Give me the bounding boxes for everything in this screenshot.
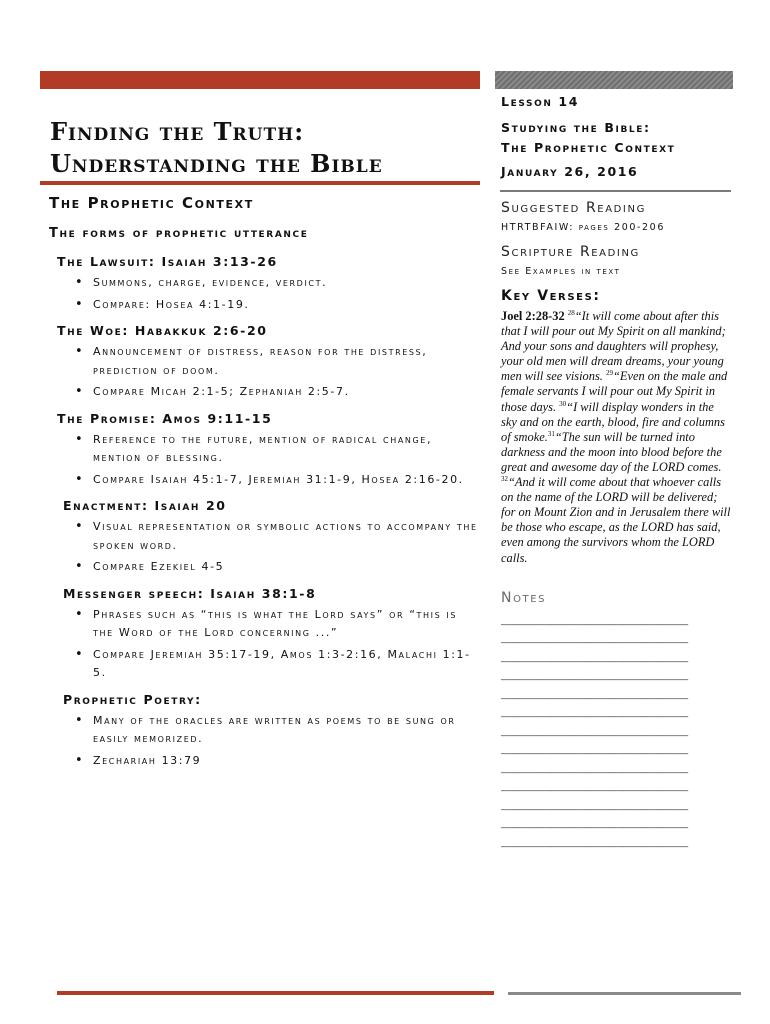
list-item: • Compare Jeremiah 35:17-19, Amos 1:3-2:16, Malachi 1:1-5. [93,646,479,683]
verse-number: 31 [547,429,555,438]
footer-red-bar [57,991,494,995]
list-item: • Phrases such as “this is what the Lord says” or “this is the Word of the Lord concerning ...” [93,606,479,643]
studying-line-2: The Prophetic Context [501,140,676,155]
sections-list [49,252,479,770]
main-subheading: The forms of prophetic utterance [49,226,309,241]
verse-number: 30 [559,399,567,408]
list-item: • Compare: Hosea 4:1-19. [93,296,479,315]
note-line: __________________________ [501,780,689,795]
section-heading: The Lawsuit: Isaiah 3:13-26 [57,254,278,269]
note-line: __________________________ [501,743,689,758]
studying-line-1: Studying the Bible: [501,120,651,135]
title-line-1: Finding the Truth: [50,117,305,146]
verse-reference: Joel 2:28-32 [501,309,565,323]
note-line: __________________________ [501,761,689,776]
key-verses-heading: Key Verses: [501,288,601,304]
scripture-reading-heading: Scripture Reading [501,244,640,260]
note-line: __________________________ [501,724,689,739]
main-content [49,192,479,773]
list-item: • Compare Micah 2:1-5; Zephaniah 2:5-7. [93,383,479,402]
lesson-label: Lesson 14 [501,94,580,109]
verse-text: “And it will come about that whoever calls on the name of the LORD will be delivered; for on Mount Zion and in Jerusalem there will be those who escape, as the LORD has said, even among the survivors whom the LORD calls. [501,475,731,565]
section-bullet-list [49,343,479,402]
list-item: • Many of the oracles are written as poems to be sung or easily memorized. [93,712,479,749]
list-item: • Reference to the future, mention of radical change, mention of blessing. [93,431,479,468]
lesson-date: January 26, 2016 [501,164,639,179]
note-line: __________________________ [501,798,689,813]
verse-text: “The sun will be turned into darkness and the moon into blood before the great and awesome day of the LORD comes. [501,429,722,474]
verse-text: “I will display wonders in the sky and on the earth, blood, fire and columns of smoke. [501,399,725,444]
sidebar-rule [500,190,731,192]
list-item: • Compare Ezekiel 4-5 [93,558,479,577]
section-bullet-list [49,431,479,490]
title-rule [40,181,480,185]
note-line: __________________________ [501,706,689,721]
suggested-reading-heading: Suggested Reading [501,200,646,216]
verse-text: “Even on the male and female servants I will pour out My Spirit in those days. [501,369,728,414]
section-bullet-list [49,274,479,314]
section-heading: Prophetic Poetry: [63,691,202,707]
list-item: • Compare Isaiah 45:1-7, Jeremiah 31:1-9, Hosea 2:16-20. [93,471,479,490]
verse-text: “It will come about after this that I will pour out My Spirit on all mankind; And your sons and daughters will prophesy, your old men will dream dreams, your young men will see visions. [501,309,726,384]
note-line: __________________________ [501,835,689,850]
section-bullet-list [49,518,479,577]
list-item: • Summons, charge, evidence, verdict. [93,274,479,293]
section-heading: The Woe: Habakkuk 2:6-20 [57,323,268,338]
section-bullet-list [49,606,479,683]
key-verse-text [501,309,731,566]
verse-number: 32 [501,474,508,483]
verse-number: 29 [605,369,613,378]
header-gray-bar [495,71,733,89]
page-title [50,116,475,180]
verse-number: 28 [567,308,575,317]
note-line: __________________________ [501,817,689,832]
section-bullet-list [49,712,479,771]
notes-heading: Notes [501,589,547,606]
title-line-2: Understanding the Bible [50,149,383,178]
notes-lines [501,612,731,853]
sidebar [501,92,731,852]
main-heading: The Prophetic Context [49,194,254,212]
list-item: • Visual representation or symbolic actions to accompany the spoken word. [93,518,479,555]
note-line: __________________________ [501,669,689,684]
note-line: __________________________ [501,632,689,647]
note-line: __________________________ [501,687,689,702]
list-item: • Zechariah 13:79 [93,752,479,771]
note-line: __________________________ [501,613,689,628]
note-line: __________________________ [501,650,689,665]
section-heading: Messenger speech: Isaiah 38:1-8 [63,585,317,601]
suggested-reading-text: HTRTBFAIW: pages 200-206 [501,222,665,233]
header-red-bar [40,71,480,89]
list-item: • Announcement of distress, reason for the distress, prediction of doom. [93,343,479,380]
section-heading: Enactment: Isaiah 20 [63,498,227,513]
section-heading: The Promise: Amos 9:11-15 [57,410,273,426]
scripture-reading-text: See Examples in text [501,266,621,277]
footer-gray-bar [508,992,741,995]
